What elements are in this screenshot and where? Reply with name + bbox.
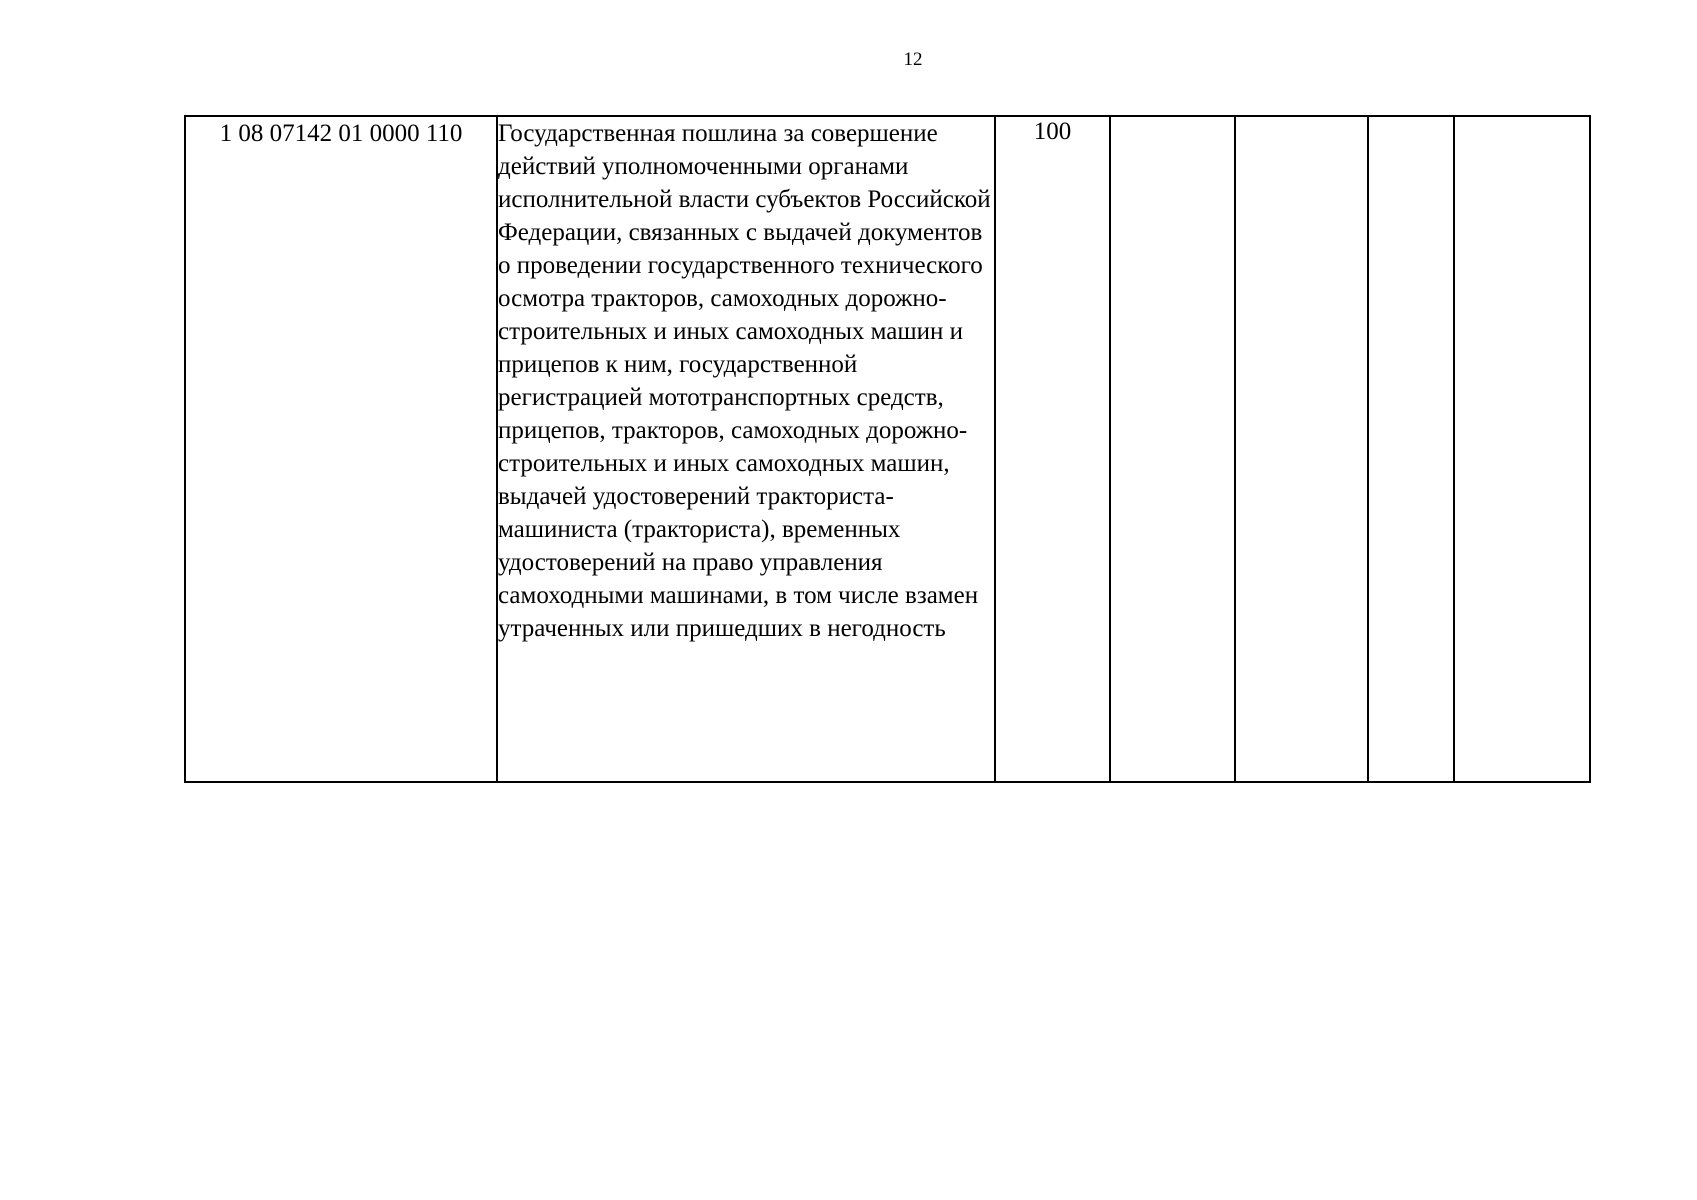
amount-value: 100 <box>1033 118 1072 145</box>
empty-cell-4 <box>1110 116 1235 782</box>
amount-cell <box>995 116 1110 782</box>
description-text: Государственная пошлина за совершение действий уполномоченными органами исполнительной власти субъектов Российской Федерации, связанных с выдачей документов о проведении государственного технического осмотра тракторов, самоходных дорожно-строительных и иных самоходных машин и прицепов к ним, государственной регистрацией мототранспортных средств, прицепов, тракторов, самоходных дорожно-строительных и иных самоходных машин, выдачей удостоверений тракториста-машиниста (тракториста), временных удостоверений на право управления самоходными машинами, в том числе взамен утраченных или пришедших в негодность <box>498 120 991 642</box>
budget-code-cell <box>185 116 497 782</box>
budget-table <box>184 115 1591 783</box>
description-cell <box>497 116 995 782</box>
empty-cell-7 <box>1454 116 1590 782</box>
table-row <box>185 116 1590 782</box>
empty-cell-5 <box>1235 116 1368 782</box>
empty-cell-6 <box>1368 116 1454 782</box>
budget-code: 1 08 07142 01 0000 110 <box>219 120 463 147</box>
page-number: 12 <box>903 49 923 70</box>
